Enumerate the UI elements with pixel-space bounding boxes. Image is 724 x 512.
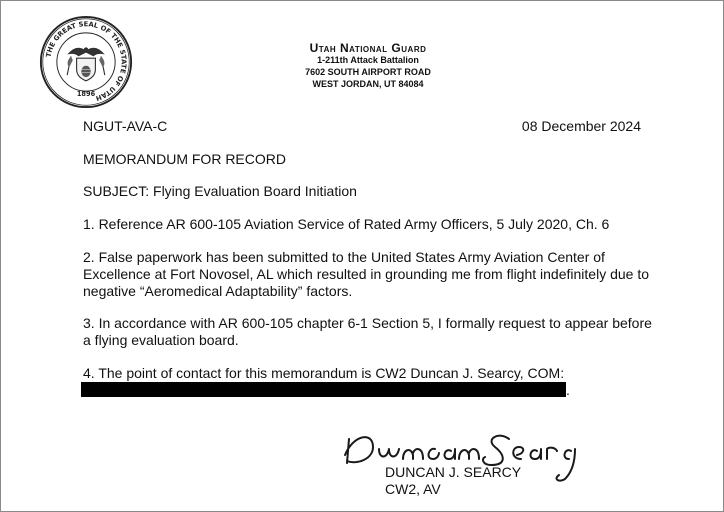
paragraph-2: 2. False paperwork has been submitted to the United States Army Aviation Center of Excellence at Fort Novosel, AL which resulted in grounding me from flight indefinitely due to negative “Aeromedical Adaptability” factors.: [83, 249, 650, 299]
paragraph-1: 1. Reference AR 600-105 Aviation Service of Rated Army Officers, 5 July 2020, Ch. 6: [83, 216, 610, 232]
letterhead: [253, 42, 483, 90]
redaction-bar: [81, 382, 566, 397]
memo-date: 08 December 2024: [521, 118, 641, 134]
office-symbol: NGUT-AVA-C: [83, 118, 168, 134]
redaction-period: .: [566, 382, 570, 398]
seal-year: 1896: [76, 89, 96, 98]
memo-title: MEMORANDUM FOR RECORD: [83, 151, 286, 167]
letterhead-unit: 1-211th Attack Battalion: [317, 55, 419, 65]
letterhead-city: WEST JORDAN, UT 84084: [312, 79, 424, 89]
paragraph-3: 3. In accordance with AR 600-105 chapter 6-1 Section 5, I formally request to appear before a flying evaluation board.: [83, 315, 652, 348]
seal-ring-text: THE GREAT SEAL OF THE STATE OF UTAH: [44, 20, 128, 103]
signature-name: DUNCAN J. SEARCY: [385, 464, 522, 480]
letterhead-org: Utah National Guard: [309, 41, 427, 55]
utah-state-seal-icon: [39, 15, 133, 109]
letterhead-street: 7602 SOUTH AIRPORT ROAD: [305, 67, 431, 77]
signature-rank: CW2, AV: [385, 481, 441, 497]
memo-subject: SUBJECT: Flying Evaluation Board Initiation: [83, 183, 357, 199]
paragraph-4: 4. The point of contact for this memorandum is CW2 Duncan J. Searcy, COM:: [83, 365, 565, 381]
